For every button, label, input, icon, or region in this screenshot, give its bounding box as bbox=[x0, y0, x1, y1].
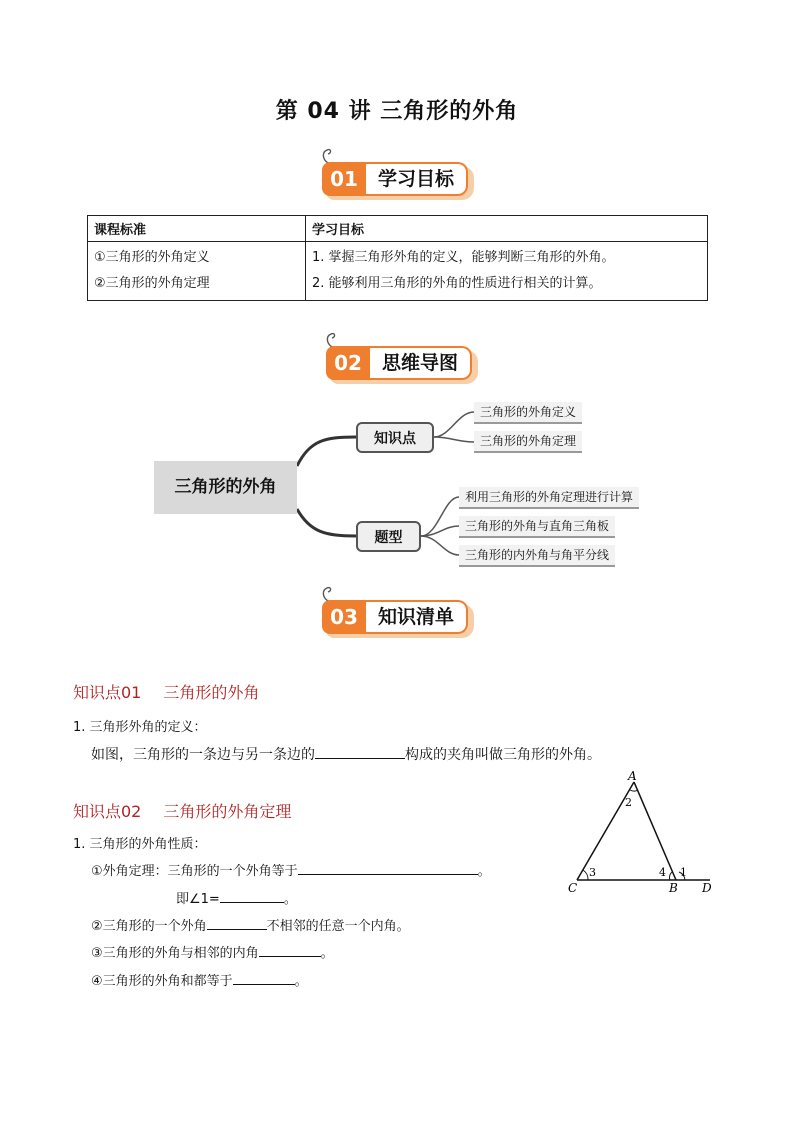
text: ②三角形的一个外角 bbox=[91, 919, 207, 934]
section-label: 知识清单 bbox=[366, 600, 468, 634]
angle-label-4: 4 bbox=[659, 866, 666, 879]
text: 不相邻的任意一个内角。 bbox=[266, 919, 410, 934]
property-line bbox=[91, 915, 410, 934]
fill-blank[interactable] bbox=[315, 744, 405, 759]
document-title: 第 04 讲 三角形的外角 bbox=[275, 99, 519, 124]
goal-item: 2. 能够利用三角形的外角的性质进行相关的计算。 bbox=[312, 276, 602, 291]
fill-blank[interactable] bbox=[233, 970, 295, 985]
angle-label-2: 2 bbox=[625, 796, 632, 809]
text: 。 bbox=[294, 974, 308, 989]
fill-blank[interactable] bbox=[259, 942, 321, 957]
mindmap-leaf: 利用三角形的外角定理进行计算 bbox=[459, 487, 639, 509]
knowledge-point-title: 三角形的外角定理 bbox=[163, 802, 292, 821]
section-number: 03 bbox=[322, 600, 366, 634]
text: 。 bbox=[320, 946, 334, 961]
text: 如图，三角形的一条边与另一条边的 bbox=[91, 747, 315, 763]
point-label-a: A bbox=[628, 769, 637, 783]
section-number: 02 bbox=[326, 346, 370, 380]
knowledge-point-heading bbox=[73, 799, 291, 822]
text: ①外角定理：三角形的一个外角等于 bbox=[91, 864, 298, 879]
mindmap-node-knowledge: 知识点 bbox=[356, 422, 434, 453]
fill-blank[interactable] bbox=[207, 915, 267, 930]
section-label: 思维导图 bbox=[370, 346, 472, 380]
side-ab bbox=[634, 782, 676, 880]
text: 即∠1= bbox=[176, 892, 220, 907]
knowledge-point-heading bbox=[73, 680, 259, 703]
definition-line bbox=[91, 744, 601, 764]
fill-blank[interactable] bbox=[298, 860, 478, 875]
standard-item: ①三角形的外角定义 bbox=[94, 250, 210, 265]
theorem-line bbox=[176, 888, 297, 907]
property-line bbox=[91, 942, 334, 961]
knowledge-point-title: 三角形的外角 bbox=[163, 683, 260, 702]
mindmap-leaf: 三角形的外角定义 bbox=[474, 402, 582, 424]
item-heading: 1. 三角形外角的定义： bbox=[73, 720, 207, 735]
text: 构成的夹角叫做三角形的外角。 bbox=[405, 747, 601, 763]
standard-item: ②三角形的外角定理 bbox=[94, 276, 210, 291]
section-number: 01 bbox=[322, 162, 366, 196]
point-label-c: C bbox=[568, 881, 578, 895]
table-header: 学习目标 bbox=[306, 216, 708, 242]
table-header: 课程标准 bbox=[88, 216, 306, 242]
mindmap-leaf: 三角形的内外角与角平分线 bbox=[459, 545, 615, 567]
point-label-d: D bbox=[702, 881, 712, 895]
theorem-line bbox=[91, 860, 491, 879]
angle-label-1: 1 bbox=[680, 866, 687, 879]
angle-label-3: 3 bbox=[589, 866, 596, 879]
goal-item: 1. 掌握三角形外角的定义，能够判断三角形的外角。 bbox=[312, 250, 615, 265]
knowledge-point-number: 知识点02 bbox=[73, 802, 142, 821]
knowledge-point-number: 知识点01 bbox=[73, 683, 142, 702]
mindmap-leaf: 三角形的外角定理 bbox=[474, 431, 582, 453]
section-badge-03 bbox=[322, 598, 470, 634]
item-heading: 1. 三角形的外角性质： bbox=[73, 837, 207, 852]
angle-arc-3 bbox=[583, 870, 588, 880]
text: 。 bbox=[477, 864, 491, 879]
mindmap-leaf: 三角形的外角与直角三角板 bbox=[459, 516, 615, 538]
text: 。 bbox=[283, 892, 297, 907]
text: ④三角形的外角和都等于 bbox=[91, 974, 233, 989]
property-line bbox=[91, 970, 308, 989]
angle-arc-4 bbox=[669, 872, 672, 880]
triangle-figure bbox=[560, 768, 720, 898]
text: ③三角形的外角与相邻的内角 bbox=[91, 946, 259, 961]
angle-arc-2 bbox=[630, 790, 638, 791]
fill-blank[interactable] bbox=[220, 888, 284, 903]
section-label: 学习目标 bbox=[366, 162, 468, 196]
point-label-b: B bbox=[669, 881, 678, 895]
mindmap-root: 三角形的外角 bbox=[154, 461, 297, 514]
mindmap-node-question-types: 题型 bbox=[356, 521, 421, 552]
